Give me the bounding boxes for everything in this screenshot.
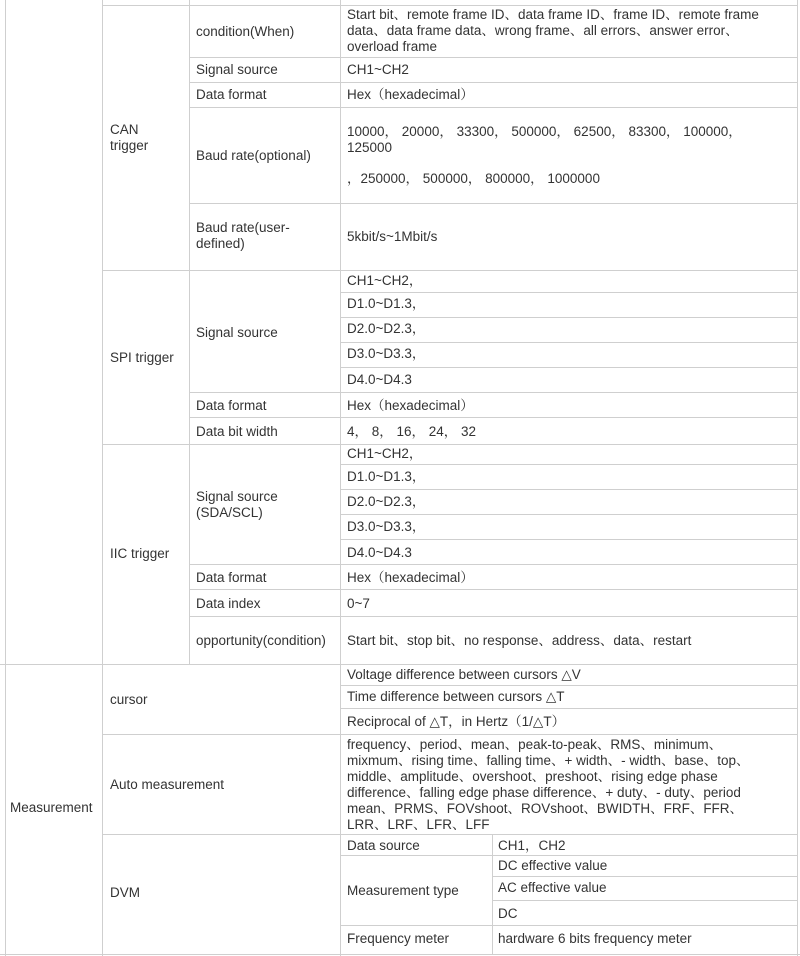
can-condition-label: condition(When) xyxy=(196,24,295,39)
iic-signal-source-value-3: D2.0~D2.3， xyxy=(347,494,426,509)
spi-trigger-label: SPI trigger xyxy=(110,350,174,365)
spi-data-bit-width-label: Data bit width xyxy=(196,424,278,439)
spi-signal-source-value-5: D4.0~D4.3 xyxy=(347,372,412,387)
measurement-label: Measurement xyxy=(10,800,93,815)
can-condition-value: Start bit、remote frame ID、data frame ID、frame ID、remote frame data、data frame data、wrong frame、all errors、answer error、 overload frame xyxy=(347,7,759,54)
can-data-format-label: Data format xyxy=(196,87,267,102)
dvm-data-source-label: Data source xyxy=(347,838,420,853)
can-data-format-value: Hex（hexadecimal） xyxy=(347,87,474,102)
iic-signal-source-label: Signal source (SDA/SCL) xyxy=(196,489,278,520)
dvm-data-source-value: CH1，CH2 xyxy=(498,838,566,853)
can-baud-optional-label: Baud rate(optional) xyxy=(196,148,311,163)
dvm-frequency-meter-label: Frequency meter xyxy=(347,931,450,946)
iic-opportunity-value: Start bit、stop bit、no response、address、data、restart xyxy=(347,633,692,648)
iic-data-index-label: Data index xyxy=(196,596,261,611)
can-baud-user-value: 5kbit/s~1Mbit/s xyxy=(347,229,438,244)
iic-signal-source-value-2: D1.0~D1.3， xyxy=(347,469,426,484)
spi-signal-source-label: Signal source xyxy=(196,325,278,340)
dvm-measurement-type-value-1: DC effective value xyxy=(498,858,608,873)
can-signal-source-label: Signal source xyxy=(196,62,278,77)
auto-measurement-value: frequency、period、mean、peak-to-peak、RMS、minimum、 mixmum、rising time、falling time、+ width、- width、base、top、 middle、amplitude、overshoot、preshoot、rising edge phase difference、falling edge phase difference、+ duty、- duty、period mean、PRMS、FOVshoot、ROVshoot、BWIDTH、FRF、FFR、 LRR、LRF、LFR、LFF xyxy=(347,737,750,832)
cursor-value-2: Time difference between cursors △T xyxy=(347,689,565,704)
can-baud-optional-value-2: ，250000， 500000， 800000， 1000000 xyxy=(347,171,600,186)
dvm-measurement-type-value-3: DC xyxy=(498,906,518,921)
spi-data-format-value: Hex（hexadecimal） xyxy=(347,398,474,413)
dvm-measurement-type-label: Measurement type xyxy=(347,883,459,898)
spi-signal-source-value-2: D1.0~D1.3， xyxy=(347,296,426,311)
auto-measurement-label: Auto measurement xyxy=(110,777,225,792)
cursor-value-3: Reciprocal of △T，in Hertz（1/△T） xyxy=(347,714,566,729)
iic-opportunity-label: opportunity(condition) xyxy=(196,633,326,648)
cursor-label: cursor xyxy=(110,692,148,707)
dvm-frequency-meter-value: hardware 6 bits frequency meter xyxy=(498,931,692,946)
spi-signal-source-value-1: CH1~CH2， xyxy=(347,273,423,288)
can-trigger-label: CAN trigger xyxy=(110,122,149,153)
dvm-measurement-type-value-2: AC effective value xyxy=(498,880,607,895)
spi-signal-source-value-3: D2.0~D2.3， xyxy=(347,321,426,336)
spi-data-format-label: Data format xyxy=(196,398,267,413)
iic-signal-source-value-4: D3.0~D3.3， xyxy=(347,519,426,534)
can-signal-source-value: CH1~CH2 xyxy=(347,62,409,77)
iic-data-format-label: Data format xyxy=(196,570,267,585)
cursor-value-1: Voltage difference between cursors △V xyxy=(347,667,581,682)
dvm-label: DVM xyxy=(110,885,140,900)
can-baud-user-label: Baud rate(user- defined) xyxy=(196,220,290,251)
can-baud-optional-value-1: 10000， 20000， 33300， 500000， 62500， 83300， 100000， 125000 xyxy=(347,124,742,155)
iic-data-index-value: 0~7 xyxy=(347,596,370,611)
spi-data-bit-width-value: 4， 8， 16， 24， 32 xyxy=(347,424,477,439)
iic-trigger-label: IIC trigger xyxy=(110,546,170,561)
iic-signal-source-value-1: CH1~CH2， xyxy=(347,446,423,461)
iic-data-format-value: Hex（hexadecimal） xyxy=(347,570,474,585)
iic-signal-source-value-5: D4.0~D4.3 xyxy=(347,545,412,560)
spi-signal-source-value-4: D3.0~D3.3， xyxy=(347,346,426,361)
